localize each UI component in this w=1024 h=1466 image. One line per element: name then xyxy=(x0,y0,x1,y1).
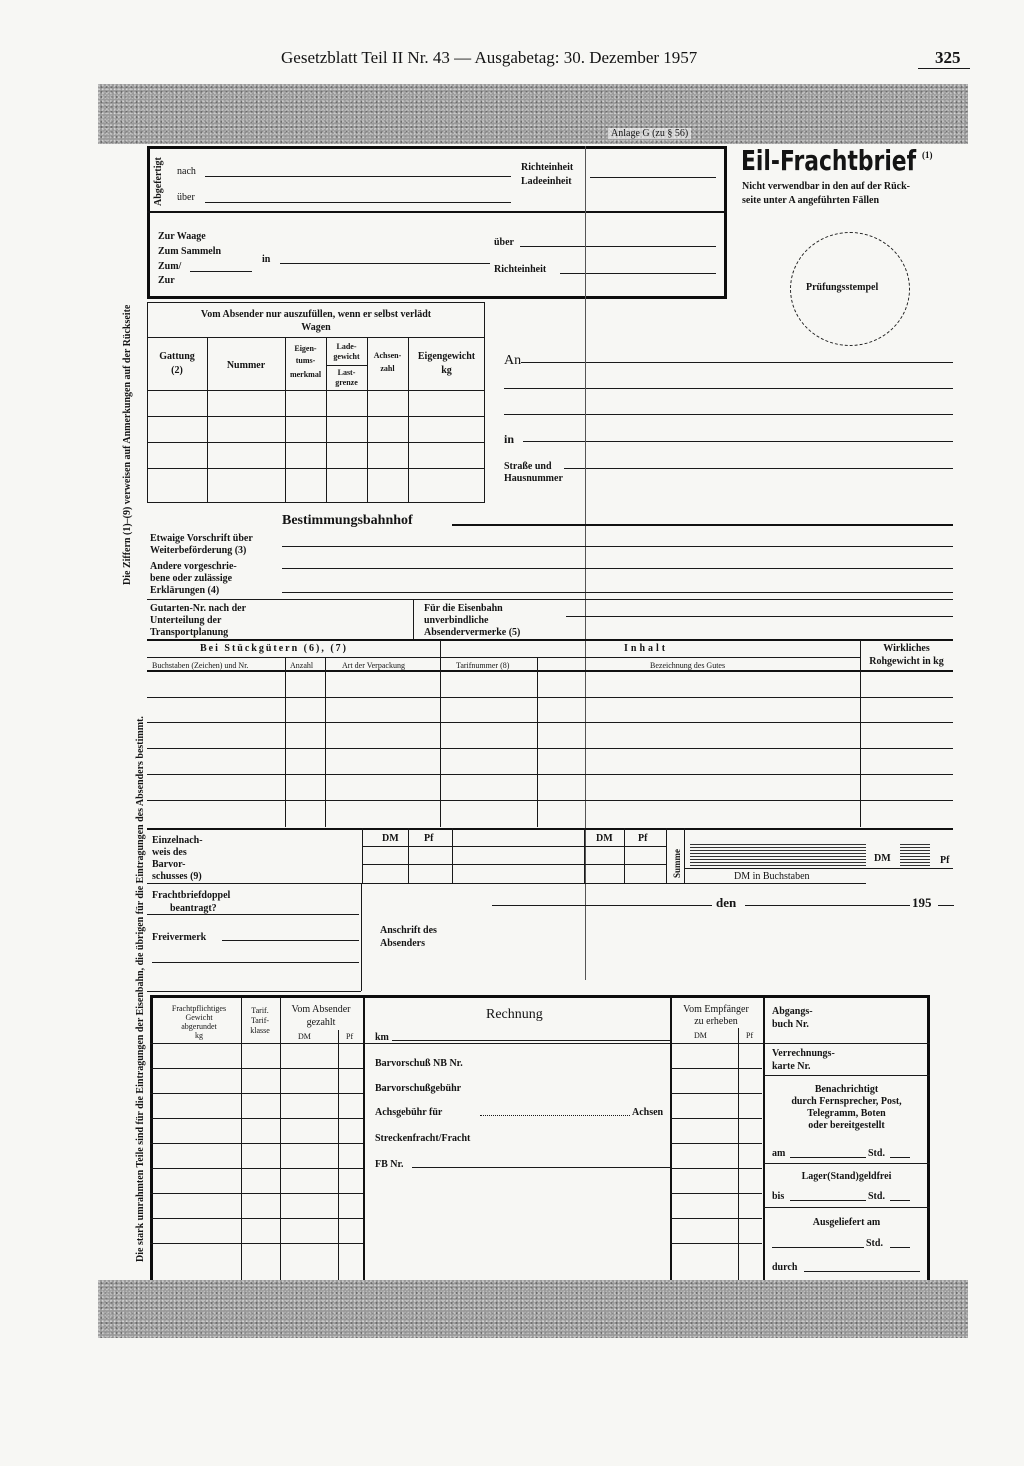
recipient-in-label: in xyxy=(504,432,515,446)
recipient-strasse-1: Straße und xyxy=(504,461,552,472)
dispatch-richteinheit-line[interactable] xyxy=(590,177,716,178)
rw-sep-4 xyxy=(670,998,672,1280)
page-number-rule xyxy=(918,68,970,69)
dispatch-zum: Zum/ xyxy=(158,261,182,272)
rw-std-line[interactable] xyxy=(890,1157,910,1158)
rw-right-row-1 xyxy=(763,1043,930,1044)
recipient-line-3[interactable] xyxy=(504,414,953,415)
rw-am: am xyxy=(772,1148,786,1159)
dispatch-ueber2-label: über xyxy=(494,237,514,248)
wagon-header-bottom xyxy=(147,390,485,391)
eisenbahn-line3: Absendervermerke (5) xyxy=(424,627,521,638)
goods-sep-4 xyxy=(537,657,538,827)
date-line[interactable] xyxy=(745,905,910,906)
anschrift-line2: Absenders xyxy=(380,938,426,949)
bottom-halftone-band xyxy=(98,1280,968,1338)
cash-dm-header-2: DM xyxy=(596,833,613,844)
rw-left-row-5 xyxy=(150,1168,363,1169)
cash-bottom xyxy=(147,883,866,884)
rw-achsen: Achsen xyxy=(632,1107,664,1118)
recipient-an-label: An xyxy=(504,353,522,368)
andere-line2: bene oder zulässige xyxy=(150,573,233,584)
form-subtitle-line1: Nicht verwendbar in den auf der Rück- xyxy=(742,181,910,192)
dispatch-richteinheit2-line[interactable] xyxy=(560,273,716,274)
cash-row-line xyxy=(362,864,666,865)
doppel-line[interactable] xyxy=(147,914,359,915)
gazette-header: Gesetzblatt Teil II Nr. 43 — Ausgabetag: 30. Dezember 1957 xyxy=(281,48,698,67)
rw-std2: Std. xyxy=(868,1191,885,1202)
rw-right-row-4 xyxy=(763,1207,930,1208)
misc-bottom-left xyxy=(147,991,361,992)
vorschrift-line-a[interactable] xyxy=(282,546,953,547)
cash-words-line[interactable] xyxy=(684,868,953,869)
rw-fracht-3: abgerundet xyxy=(181,1022,217,1031)
dispatch-ueber-line[interactable] xyxy=(205,202,511,203)
destination-line[interactable] xyxy=(452,524,953,526)
rw-benach-2: durch Fernsprecher, Post, xyxy=(791,1096,902,1107)
railway-table xyxy=(150,995,930,1280)
rw-left-row-7 xyxy=(150,1218,363,1219)
goods-bottom xyxy=(147,828,953,830)
rw-tarif-1: Tarif. xyxy=(251,1006,269,1015)
goods-row-1 xyxy=(147,697,953,698)
rw-mid-row-2 xyxy=(670,1093,762,1094)
wagon-col-eigentum-1: Eigen- xyxy=(294,344,317,353)
rw-vomabs-1: Vom Absender xyxy=(291,1004,351,1015)
cash-in-buchstaben: DM in Buchstaben xyxy=(734,871,810,882)
rw-abgang-1: Abgangs- xyxy=(772,1006,813,1017)
wagon-col-eigengewicht-1: Eigengewicht xyxy=(417,351,476,362)
wagon-heading-divider xyxy=(147,337,485,338)
dispatch-nach-line[interactable] xyxy=(205,176,511,177)
rw-mid-row-5 xyxy=(670,1168,762,1169)
wagon-col-ladegewicht-1: Lade- xyxy=(336,342,357,351)
eisenbahn-line-a[interactable] xyxy=(566,616,953,617)
recipient-strasse-2: Hausnummer xyxy=(504,473,563,484)
rw-mid-row-7 xyxy=(670,1218,762,1219)
cash-einzel-1: Einzelnach- xyxy=(152,835,203,846)
rw-vomempf-pf: Pf xyxy=(746,1031,754,1040)
rw-benach-3: Telegramm, Boten xyxy=(807,1108,886,1119)
wagon-col-ladegewicht-2: gewicht xyxy=(333,352,360,361)
cash-sep-3 xyxy=(452,828,453,883)
section-divider-2 xyxy=(147,639,953,641)
goods-sep-1 xyxy=(285,657,286,827)
goods-gewicht-2: Rohgewicht in kg xyxy=(869,656,944,667)
rw-barvorschuss: Barvorschuß NB Nr. xyxy=(375,1058,463,1069)
freivermerk-label: Freivermerk xyxy=(152,932,207,943)
wagon-col-achsen-1: Achsen- xyxy=(373,351,402,360)
dispatch-box-label: Abgefertigt xyxy=(153,157,164,206)
cash-sep-2 xyxy=(408,828,409,883)
cash-einzel-3: Barvor- xyxy=(152,859,186,870)
rw-am-line[interactable] xyxy=(790,1157,866,1158)
rw-std3-line[interactable] xyxy=(890,1247,910,1248)
rw-lager: Lager(Stand)geldfrei xyxy=(801,1171,892,1182)
vorschrift-line2: Weiterbeförderung (3) xyxy=(150,545,247,556)
rw-left-row-2 xyxy=(150,1093,363,1094)
rw-std: Std. xyxy=(868,1148,885,1159)
margin-note-framed-sections: Die stark umrahmten Teile sind für die Eintragungen der Eisenbahn, die übrigen für die Eintragungen des Absenders bestimmt. xyxy=(135,716,146,1262)
dispatch-zum-line[interactable] xyxy=(190,271,252,272)
goods-sep-3 xyxy=(440,640,441,827)
dispatch-ladeeinheit-label: Ladeeinheit xyxy=(521,176,572,187)
gutarten-line2: Unterteilung der xyxy=(150,615,222,626)
wagon-col-lastgrenze-2: grenze xyxy=(335,378,358,387)
destination-label: Bestimmungsbahnhof xyxy=(282,513,413,528)
dispatch-zur: Zur xyxy=(158,275,175,286)
goods-stueckgut: Bei Stückgütern (6), (7) xyxy=(200,643,348,654)
rw-ausgeliefert: Ausgeliefert am xyxy=(812,1217,881,1228)
recipient-strasse-line[interactable] xyxy=(564,468,953,469)
cash-einzel-2: weis des xyxy=(152,847,187,858)
rw-mid-row-6 xyxy=(670,1193,762,1194)
cash-sep-5 xyxy=(624,828,625,883)
rw-left-row-6 xyxy=(150,1193,363,1194)
top-halftone-band xyxy=(98,84,968,144)
wagon-row-line-1 xyxy=(147,416,485,417)
cash-pf-header-2: Pf xyxy=(638,833,648,844)
wagon-row-line-3 xyxy=(147,468,485,469)
dispatch-ueber2-line[interactable] xyxy=(520,246,716,247)
goods-header-split xyxy=(147,657,860,658)
freivermerk-line-1[interactable] xyxy=(222,940,359,941)
doppel-line2: beantragt? xyxy=(170,903,217,914)
form-subtitle-line2: seite unter A angeführten Fällen xyxy=(742,195,880,206)
rw-benach-1: Benachrichtigt xyxy=(814,1084,879,1095)
rw-std2-line[interactable] xyxy=(890,1200,910,1201)
cash-pf-header: Pf xyxy=(424,833,434,844)
goods-sep-5 xyxy=(860,640,861,827)
rw-benach-4: oder bereitgestellt xyxy=(808,1120,885,1131)
anschrift-line1: Anschrift des xyxy=(380,925,437,936)
dispatch-ueber-label: über xyxy=(177,192,195,203)
rw-fb: FB Nr. xyxy=(375,1159,404,1170)
annex-label: Anlage G (zu § 56) xyxy=(608,128,691,139)
goods-row-2 xyxy=(147,722,953,723)
rw-verrechnung-2: karte Nr. xyxy=(772,1061,811,1072)
goods-row-4 xyxy=(147,774,953,775)
date-year-line[interactable] xyxy=(938,905,954,906)
inspection-stamp-label: Prüfungsstempel xyxy=(806,282,879,293)
goods-col-buchstaben: Buchstaben (Zeichen) und Nr. xyxy=(152,661,249,670)
andere-line1: Andere vorgeschrie- xyxy=(150,561,237,572)
rw-sep-5 xyxy=(763,998,765,1280)
wagon-col-lastgrenze-1: Last- xyxy=(337,368,356,377)
goods-col-tarifnummer: Tarifnummer (8) xyxy=(456,661,510,670)
wagon-col-achsen-2: zahl xyxy=(380,364,395,373)
wagon-heading-line1: Vom Absender nur auszufüllen, wenn er selbst verlädt xyxy=(200,309,432,320)
wagon-col-eigentum-3: merkmal xyxy=(289,370,322,379)
cash-sum-pf-hatch xyxy=(900,844,930,866)
section-divider-1 xyxy=(147,599,953,600)
date-den-label: den xyxy=(716,895,737,910)
rw-bis: bis xyxy=(772,1191,785,1202)
cash-sep-4 xyxy=(584,828,585,883)
doppel-line1: Frachtbriefdoppel xyxy=(152,890,231,901)
wagon-row-line-2 xyxy=(147,442,485,443)
rw-std3: Std. xyxy=(866,1238,883,1249)
gutarten-line1: Gutarten-Nr. nach der xyxy=(150,603,247,614)
dispatch-box xyxy=(147,146,727,299)
form-title-note-ref: (1) xyxy=(922,150,933,160)
rw-tarif-2: Tarif- xyxy=(250,1016,270,1025)
rw-vomempf-dm: DM xyxy=(694,1031,707,1040)
cash-sum-pf: Pf xyxy=(940,855,950,866)
rw-sep-2 xyxy=(280,998,281,1280)
rw-vomempf-1: Vom Empfänger xyxy=(683,1004,749,1015)
recipient-line-2[interactable] xyxy=(504,388,953,389)
rw-sep-3 xyxy=(363,998,365,1280)
goods-inhalt: Inhalt xyxy=(624,643,669,654)
rw-fb-line[interactable] xyxy=(412,1167,670,1168)
wagon-col-eigentum-2: tums- xyxy=(295,356,316,365)
dispatch-box-divider xyxy=(147,211,727,213)
wagon-col-sep-4 xyxy=(367,337,368,503)
rw-streckenfracht: Streckenfracht/Fracht xyxy=(375,1133,471,1144)
rw-durch: durch xyxy=(772,1262,798,1273)
gutarten-sep xyxy=(413,599,414,639)
rw-right-row-3 xyxy=(763,1163,930,1164)
gutarten-line3: Transportplanung xyxy=(150,627,229,638)
goods-header-bottom xyxy=(147,670,953,672)
rw-achsgebuehr: Achsgebühr für xyxy=(375,1107,443,1118)
rw-abgang-2: buch Nr. xyxy=(772,1019,809,1030)
rw-rechnung: Rechnung xyxy=(486,1007,543,1022)
cash-sep-7 xyxy=(684,828,685,883)
misc-sep xyxy=(361,883,362,991)
rw-durch-line[interactable] xyxy=(804,1271,920,1272)
rw-left-row-1 xyxy=(150,1068,363,1069)
rw-left-row-3 xyxy=(150,1118,363,1119)
eisenbahn-line2: unverbindliche xyxy=(424,615,489,626)
rw-mid-row-4 xyxy=(670,1143,762,1144)
rw-tarif-3: klasse xyxy=(250,1026,270,1035)
rw-vomabs-pf: Pf xyxy=(346,1032,354,1041)
rw-achsen-line[interactable] xyxy=(480,1115,630,1116)
cash-header-line xyxy=(362,846,666,847)
rw-ausgeliefert-line[interactable] xyxy=(772,1247,864,1248)
rw-barvorschussgebuehr: Barvorschußgebühr xyxy=(375,1083,462,1094)
wagon-lade-split xyxy=(326,365,367,366)
rw-vomabs-2: gezahlt xyxy=(306,1017,336,1028)
rw-mid-row-8 xyxy=(670,1243,762,1244)
andere-line-b[interactable] xyxy=(282,592,953,593)
rw-km: km xyxy=(375,1032,389,1043)
rw-km-line[interactable] xyxy=(392,1040,670,1041)
wagon-col-nummer: Nummer xyxy=(226,360,266,371)
rw-mid-row-3 xyxy=(670,1118,762,1119)
goods-row-5 xyxy=(147,800,953,801)
goods-col-bezeichnung: Bezeichnung des Gutes xyxy=(650,661,726,670)
andere-line3: Erklärungen (4) xyxy=(150,585,220,596)
dispatch-in-label: in xyxy=(262,254,271,265)
rw-sep-1 xyxy=(241,998,242,1280)
recipient-in-line[interactable] xyxy=(523,441,953,442)
rw-vomabs-dm: DM xyxy=(298,1032,311,1041)
rw-mid-row-1 xyxy=(670,1068,762,1069)
dispatch-zum-sammeln: Zum Sammeln xyxy=(158,246,222,257)
andere-line-a[interactable] xyxy=(282,568,953,569)
form-title: Eil-Frachtbrief xyxy=(741,144,917,177)
rw-fracht-1: Frachtpflichtiges xyxy=(171,1004,227,1013)
wagon-heading-line2: Wagen xyxy=(301,322,331,333)
dispatch-richteinheit-label: Richteinheit xyxy=(521,162,574,173)
goods-sep-2 xyxy=(325,657,326,827)
freivermerk-line-2[interactable] xyxy=(152,962,359,963)
goods-row-3 xyxy=(147,748,953,749)
dispatch-in-line[interactable] xyxy=(280,263,490,264)
rw-fracht-4: kg xyxy=(195,1031,203,1040)
rw-left-row-4 xyxy=(150,1143,363,1144)
cash-summe-label: Summe xyxy=(672,849,682,878)
vorschrift-line1: Etwaige Vorschrift über xyxy=(150,533,253,544)
rw-vomempf-2: zu erheben xyxy=(694,1016,738,1027)
rw-fracht-2: Gewicht xyxy=(185,1013,213,1022)
dispatch-richteinheit2-label: Richteinheit xyxy=(494,264,547,275)
cash-sum-hatch xyxy=(690,844,866,866)
place-line[interactable] xyxy=(492,905,712,906)
rw-verrechnung-1: Verrechnungs- xyxy=(772,1048,835,1059)
dispatch-zur-waage: Zur Waage xyxy=(158,231,206,242)
margin-note-references: Die Ziffern (1)–(9) verweisen auf Anmerkungen auf der Rückseite xyxy=(122,304,133,585)
wagon-col-gattung-ref: (2) xyxy=(171,365,183,376)
goods-col-anzahl: Anzahl xyxy=(290,661,314,670)
dispatch-nach-label: nach xyxy=(177,166,196,177)
rw-right-row-2 xyxy=(763,1075,930,1076)
cash-sep-6 xyxy=(666,828,667,883)
cash-dm-header: DM xyxy=(382,833,399,844)
rw-bis-line[interactable] xyxy=(790,1200,866,1201)
cash-einzel-4: schusses (9) xyxy=(152,871,202,882)
date-year-label: 195 xyxy=(912,895,932,910)
cash-sum-dm: DM xyxy=(874,853,891,864)
rw-left-row-8 xyxy=(150,1243,363,1244)
wagon-col-gattung: Gattung xyxy=(159,351,195,362)
goods-gewicht-1: Wirkliches xyxy=(883,643,930,654)
wagon-col-eigengewicht-2: kg xyxy=(441,365,452,376)
goods-col-verpackung: Art der Verpackung xyxy=(342,661,405,670)
eisenbahn-line1: Für die Eisenbahn xyxy=(424,603,503,614)
cash-sep-1 xyxy=(362,828,363,883)
page-number: 325 xyxy=(935,48,961,67)
fold-line xyxy=(585,146,586,980)
